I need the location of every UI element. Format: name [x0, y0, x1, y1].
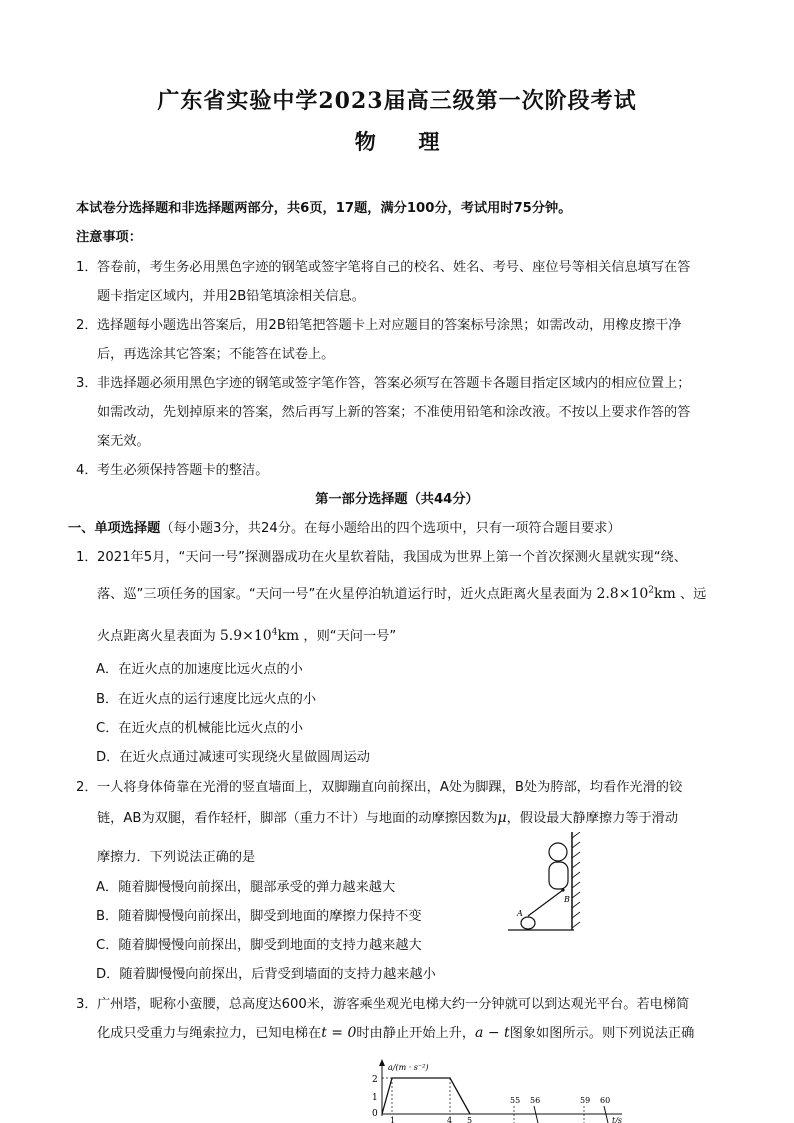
x-tick-label: 1: [390, 1116, 396, 1123]
option-b: B．在近火点的运行速度比远火点的小: [96, 692, 317, 707]
graph-line: [382, 1078, 470, 1114]
math-exp: 4: [271, 627, 278, 638]
notice-text: 考生必须保持答题卡的整洁。: [97, 463, 269, 478]
hinge-b: [561, 888, 564, 891]
section-note: （每小题3分，共24分。在每小题给出的四个选项中，只有一项符合题目要求）: [160, 521, 621, 536]
text-span: 落、巡”三项任务的国家。“天问一号”在火星停泊轨道运行时，近火点距离火星表面为: [97, 587, 593, 602]
notice-item-1: [76, 256, 690, 275]
math-mu: μ: [497, 810, 507, 826]
notice-item-4: [76, 459, 268, 478]
notice-item-2: [76, 314, 682, 333]
notice-item-3: [76, 372, 690, 391]
option-d: D．在近火点通过减速可实现绕火星做圆周运动: [96, 750, 370, 765]
person-head: [549, 843, 567, 861]
math-at: a − t: [475, 1025, 510, 1041]
math-exp: 2: [648, 585, 654, 596]
option-d: D．随着脚慢慢向前探出，后背受到墙面的支持力越来越小: [96, 967, 436, 982]
subject-char-2: 理: [418, 129, 440, 154]
text-span: ，假设最大静摩擦力等于滑动: [506, 811, 679, 826]
notice-text: 非选择题必须用黑色字迹的钢笔或签字笔作答，答案必须写在答题卡各题目指定区域内的相应位置上；: [97, 376, 691, 391]
math-base: 5.9×10: [219, 628, 272, 644]
option-a: A．随着脚慢慢向前探出，腿部承受的弹力越来越大: [96, 880, 396, 895]
label-b: B: [564, 895, 570, 904]
notice-text: 选择题每小题选出答案后，用2B铅笔把答题卡上对应题目的答案标号涂黑；如需改动，用橡皮擦干净: [97, 318, 682, 333]
question-3: [76, 993, 689, 1012]
section-label: 一、单项选择题: [68, 521, 161, 536]
math-unit: km: [277, 628, 300, 644]
part1-heading: 第一部分选择题（共44分）: [315, 492, 479, 507]
label-a: A: [517, 909, 523, 918]
person-torso: [549, 862, 568, 889]
text-span: 链，AB为双腿，看作轻杆，脚部（重力不计）与地面的动摩擦因数为: [97, 811, 498, 826]
question-text: [97, 1022, 694, 1041]
y-tick-label: 1: [372, 1093, 378, 1103]
question-2: [76, 776, 682, 795]
text-span: 化成只受重力与绳索拉力，已知电梯在: [97, 1026, 322, 1041]
question-num: 3．: [76, 997, 98, 1012]
wall-hatch: [572, 832, 580, 928]
x-tick-label: 59: [580, 1096, 591, 1105]
subject-char-1: 物: [354, 129, 376, 154]
math-base: 2.8×10: [596, 586, 649, 602]
question-text: [97, 807, 678, 826]
notice-text: 答卷前，考生务必用黑色字迹的钢笔或签字笔将自己的校名、姓名、考号、座位号等相关信息填写在答: [97, 260, 691, 275]
notice-num: 1．: [76, 260, 98, 275]
x-tick-label: 56: [530, 1096, 541, 1105]
subject-title: [0, 126, 794, 156]
text-span: 火点距离火星表面为: [97, 629, 216, 644]
question-num: 2．: [76, 780, 98, 795]
notice-text: 后，再选涂其它答案；不能答在试卷上。: [97, 347, 335, 362]
x-tick-label: 5: [467, 1116, 473, 1123]
person-legs: [528, 890, 563, 916]
exam-intro: 本试卷分选择题和非选择题两部分，共6页，17题，满分100分，考试用时75分钟。: [76, 201, 572, 216]
x-tick-label: 4: [447, 1116, 453, 1123]
question-text: 广州塔，昵称小蛮腰，总高度达600米，游客乘坐观光电梯大约一分钟就可以到达观光平台。若电梯简: [97, 997, 690, 1012]
notice-num: 2．: [76, 318, 98, 333]
x-tick-label: 55: [510, 1096, 521, 1105]
y-tick-label: 2: [372, 1075, 378, 1085]
notice-text: 如需改动，先划掉原来的答案，然后再写上新的答案；不准使用铅笔和涂改液。不按以上要求作答的答: [97, 405, 691, 420]
math-unit: km: [654, 586, 676, 602]
notice-heading: 注意事项：: [76, 230, 142, 245]
math-t: t = 0: [321, 1025, 357, 1041]
option-b: B．随着脚慢慢向前探出，脚受到地面的摩擦力保持不变: [96, 909, 422, 924]
question-num: 1．: [76, 550, 98, 565]
question-text: [97, 625, 396, 644]
notice-num: 3．: [76, 376, 98, 391]
exam-title: 广东省实验中学2023届高三级第一次阶段考试: [157, 88, 637, 114]
y-tick-label: 0: [372, 1109, 378, 1119]
leaning-person-figure: [508, 832, 588, 938]
question-text: 2021年5月，“天问一号”探测器成功在火星软着陆，我国成为世界上第一个首次探测火星就实现“绕、: [97, 550, 687, 565]
y-axis-label: a/(m · s⁻²): [388, 1063, 429, 1072]
x-axis-label: t/s: [612, 1116, 623, 1123]
option-a: A．在近火点的加速度比远火点的小: [96, 662, 303, 677]
x-tick-label: 60: [600, 1096, 611, 1105]
notice-text: 案无效。: [97, 434, 150, 449]
notice-num: 4．: [76, 463, 98, 478]
question-1: [76, 546, 687, 565]
question-text: 摩擦力．下列说法正确的是: [97, 850, 256, 865]
math-value: [220, 628, 299, 644]
section-heading: [68, 517, 621, 536]
acceleration-time-graph: [362, 1058, 630, 1123]
option-c: C．随着脚慢慢向前探出，脚受到地面的支持力越来越大: [96, 938, 422, 953]
text-span: 图象如图所示。则下列说法正确: [509, 1026, 695, 1041]
question-text: 一人将身体倚靠在光滑的竖直墙面上，双脚蹦直向前探出，A处为脚踝，B处为胯部，均看作光滑的铰: [97, 780, 683, 795]
text-span: 、远: [679, 587, 707, 602]
text-span: 时由静止开始上升，: [356, 1026, 476, 1041]
y-axis-arrow: [379, 1059, 385, 1066]
question-text: [97, 583, 706, 602]
math-value: [596, 586, 675, 602]
person-foot: [521, 917, 535, 929]
notice-text: 题卡指定区域内，并用2B铅笔填涂相关信息。: [97, 289, 365, 304]
text-span: ，则“天问一号”: [303, 629, 397, 644]
option-c: C．在近火点的机械能比远火点的小: [96, 721, 304, 736]
